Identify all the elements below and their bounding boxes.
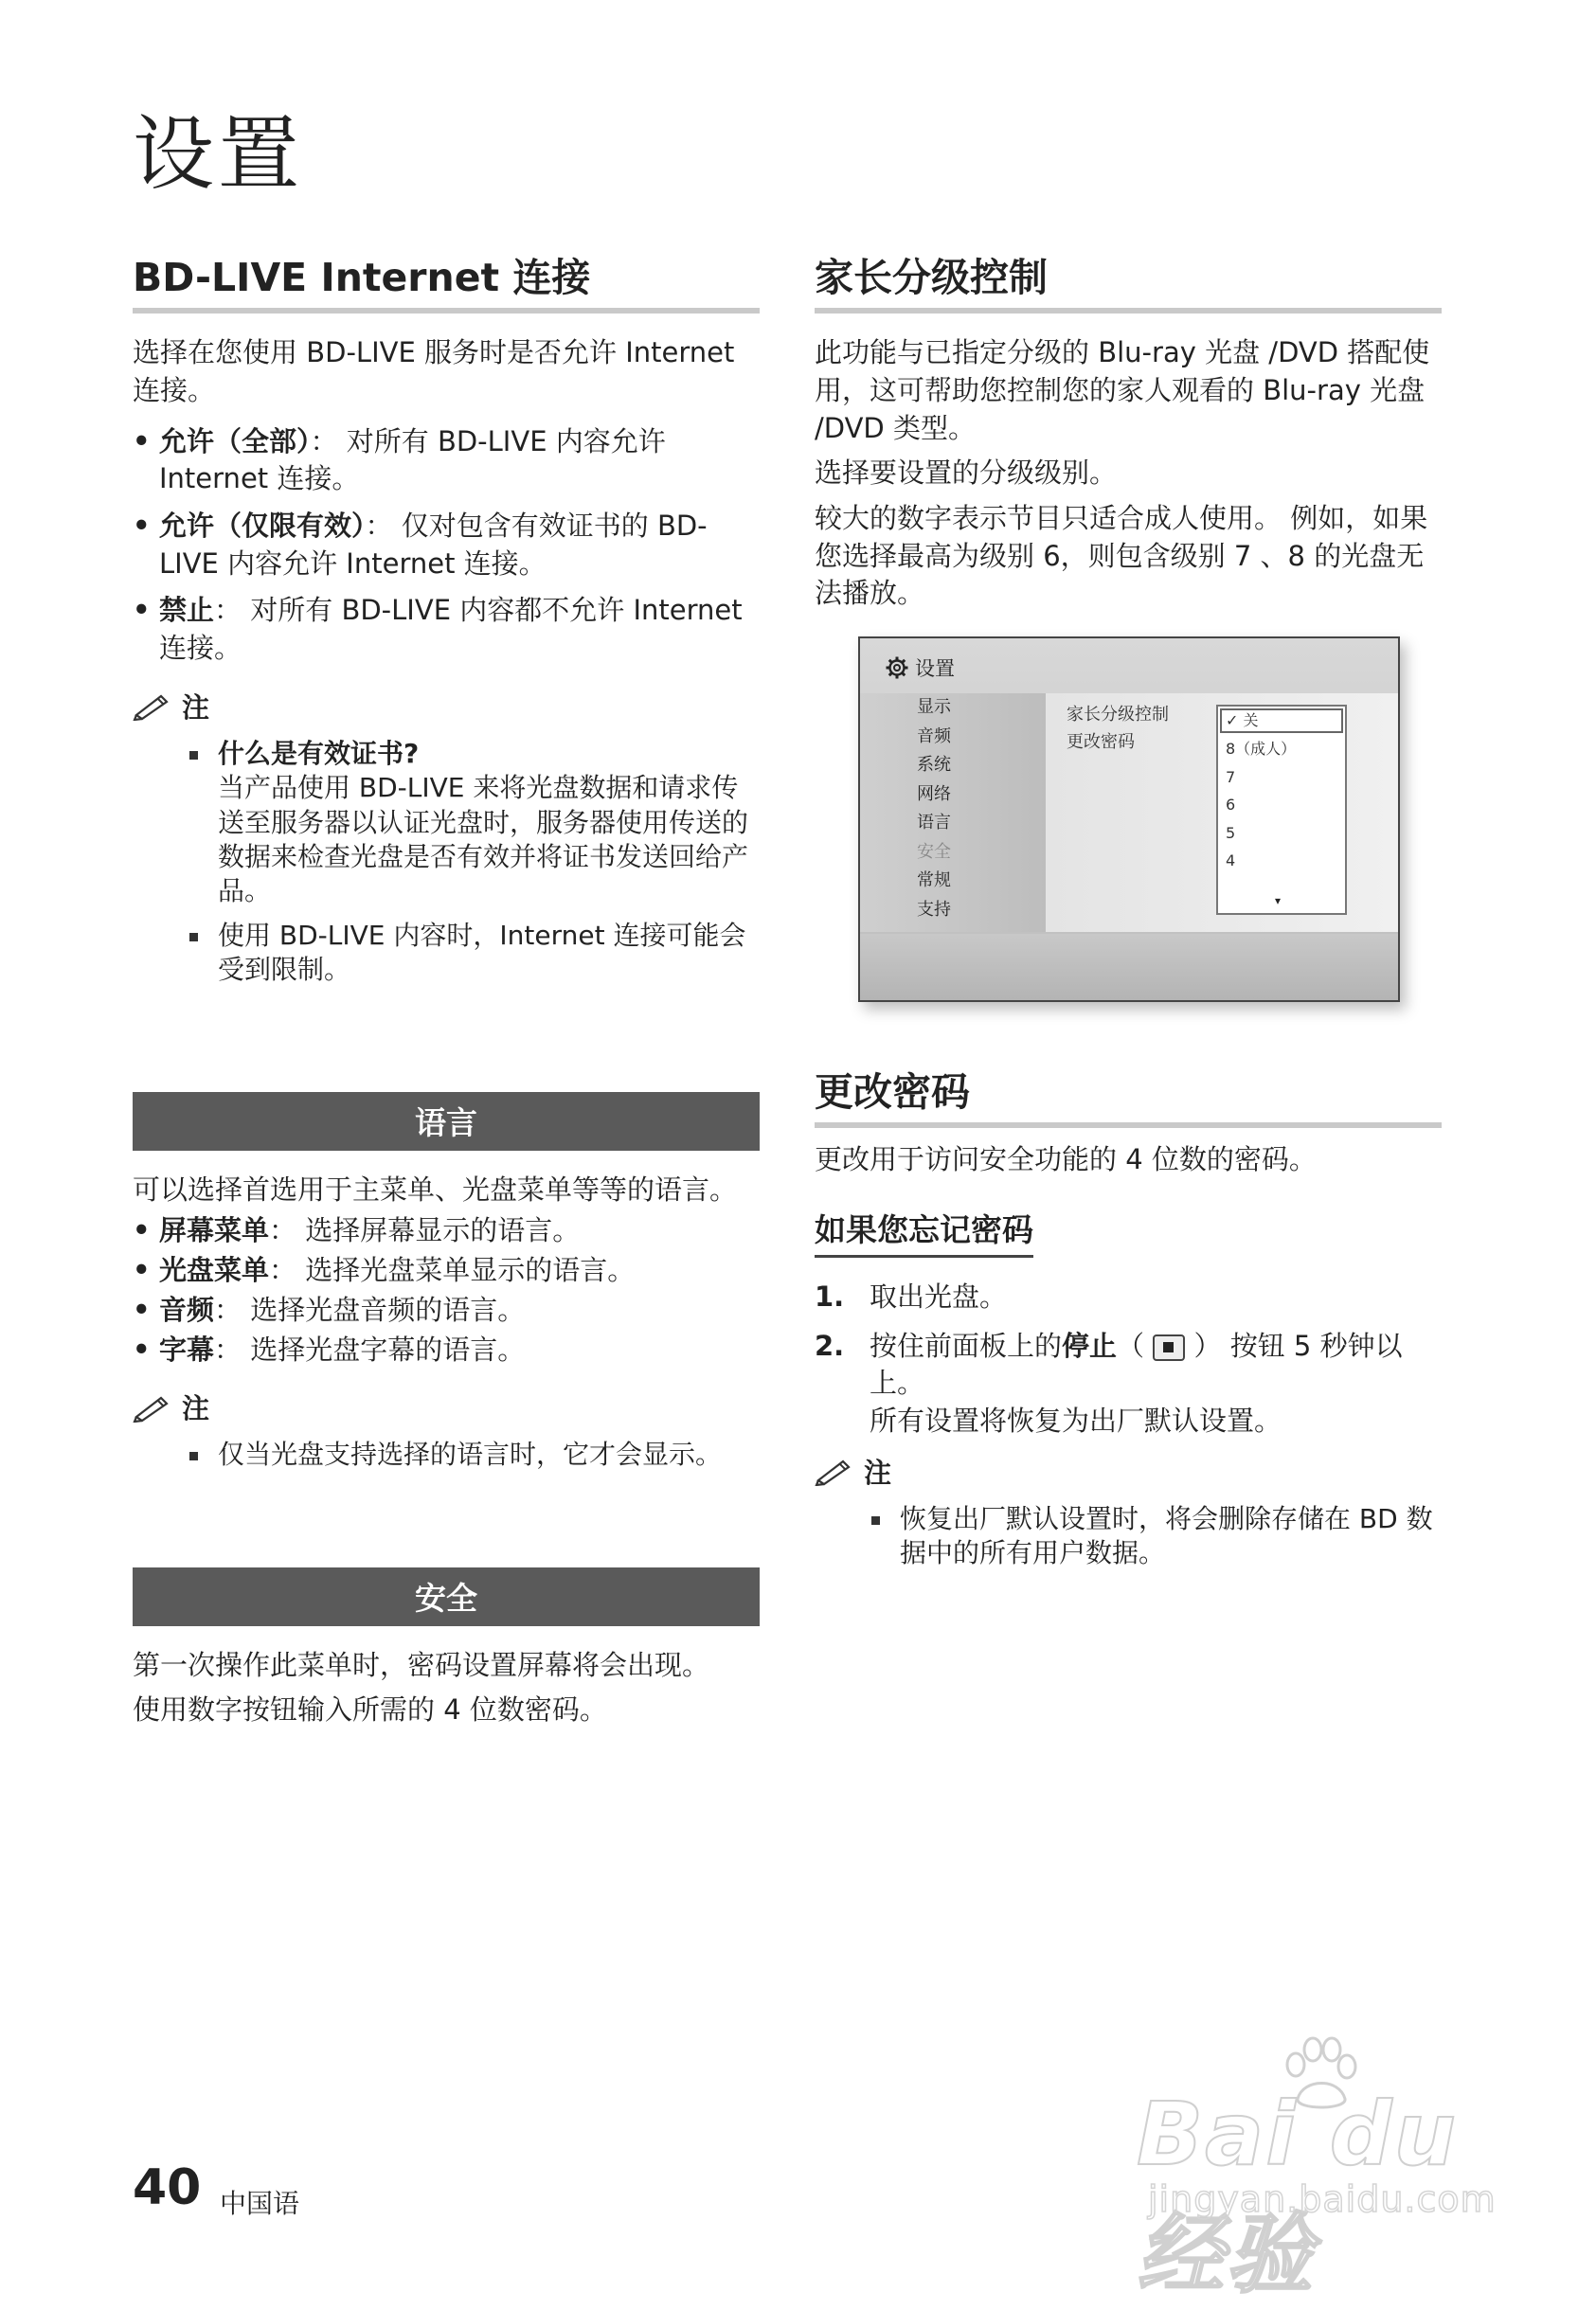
menu-item-system[interactable]: 系统	[917, 755, 951, 775]
list-item: 什么是有效证书? 当产品使用 BD-LIVE 来将光盘数据和请求传送至服务器以认证光盘时，服务器使用传送的数据来检查光盘是否有效并将证书发送回给产品。	[218, 737, 760, 909]
forgot-password-heading: 如果您忘记密码	[815, 1206, 1033, 1258]
watermark-brand: Bai du 经验	[1137, 2084, 1459, 2305]
settings-screenshot	[858, 636, 1400, 1002]
note-heading: 注	[133, 1388, 760, 1426]
screenshot-title: 设置	[885, 654, 955, 682]
list-item: • 允许（仅限有效）： 仅对包含有效证书的 BD-LIVE 内容允许 Internet 连接。	[133, 508, 760, 582]
menu-item-language[interactable]: 语言	[917, 813, 951, 833]
parental-text-2: 选择要设置的分级级别。	[815, 457, 1118, 490]
watermark-url: jingyan.baidu.com	[1148, 2178, 1497, 2220]
stop-button-icon	[1153, 1334, 1185, 1361]
language-intro: 可以选择首选用于主菜单、光盘菜单等等的语言。	[133, 1173, 738, 1206]
parental-text-3: 较大的数字表示节目只适合成人使用。 例如，如果您选择最高为级别 6，则包含级别 7 、8 的光盘无法播放。	[815, 502, 1428, 610]
rating-option[interactable]: 6	[1226, 796, 1236, 814]
rating-dropdown[interactable]	[1216, 705, 1347, 915]
gear-icon	[885, 655, 909, 680]
security-band: 安全	[133, 1567, 760, 1626]
bdlive-options	[133, 423, 760, 668]
rating-option[interactable]: 4	[1226, 851, 1236, 869]
submenu-change-password[interactable]: 更改密码	[1067, 732, 1135, 752]
pencil-icon	[133, 690, 172, 721]
step-item: 2. 按住前面板上的停止（ ） 按钮 5 秒钟以上。 所有设置将恢复为出厂默认设置。	[815, 1329, 1403, 1438]
menu-item-network[interactable]: 网络	[917, 783, 951, 804]
menu-item-display[interactable]: 显示	[917, 697, 951, 717]
rating-option-off[interactable]: ✓ 关	[1220, 708, 1343, 733]
password-heading: 更改密码	[815, 1070, 1442, 1128]
menu-item-general[interactable]: 常规	[917, 870, 951, 890]
list-item: • 音频： 选择光盘音频的语言。	[133, 1292, 760, 1330]
bdlive-heading: BD-LIVE Internet 连接	[133, 256, 760, 313]
submenu-parental[interactable]: 家长分级控制	[1067, 705, 1169, 725]
list-item: • 屏幕菜单： 选择屏幕显示的语言。	[133, 1212, 760, 1250]
screenshot-footer	[860, 934, 1398, 1000]
forgot-steps	[815, 1279, 1442, 1441]
screenshot-panel	[1046, 693, 1398, 932]
security-line-2: 使用数字按钮输入所需的 4 位数密码。	[133, 1693, 607, 1727]
rating-option[interactable]: 7	[1226, 767, 1236, 786]
list-item: 仅当光盘支持选择的语言时，它才会显示。	[218, 1438, 760, 1472]
pencil-icon	[133, 1392, 172, 1423]
language-band: 语言	[133, 1092, 760, 1151]
menu-item-audio[interactable]: 音频	[917, 725, 951, 746]
rating-option[interactable]: 5	[1226, 823, 1236, 842]
list-item: • 允许（全部）： 对所有 BD-LIVE 内容允许 Internet 连接。	[133, 423, 760, 498]
bdlive-intro: 选择在您使用 BD-LIVE 服务时是否允许 Internet 连接。	[133, 336, 735, 406]
step-item: 1. 取出光盘。	[815, 1280, 1008, 1313]
password-section	[815, 1070, 1442, 1581]
rating-option[interactable]: 8（成人）	[1226, 740, 1297, 758]
forgot-heading-wrap	[815, 1206, 1442, 1258]
password-notes	[815, 1502, 1442, 1571]
security-line-1: 第一次操作此菜单时，密码设置屏幕将会出现。	[133, 1648, 710, 1681]
list-item: 使用 BD-LIVE 内容时，Internet 连接可能会受到限制。	[218, 919, 760, 988]
baidu-watermark	[1137, 2036, 1534, 2305]
note-heading: 注	[815, 1452, 1442, 1491]
list-item: • 禁止： 对所有 BD-LIVE 内容都不允许 Internet 连接。	[133, 592, 760, 667]
bdlive-notes	[133, 737, 760, 988]
left-column	[133, 256, 760, 1729]
menu-item-support[interactable]: 支持	[917, 899, 951, 920]
parental-text-1: 此功能与已指定分级的 Blu-ray 光盘 /DVD 搭配使用，这可帮助您控制您的家人观看的 Blu-ray 光盘 /DVD 类型。	[815, 336, 1430, 444]
list-item: 恢复出厂默认设置时，将会删除存储在 BD 数据中的所有用户数据。	[900, 1502, 1442, 1571]
language-options	[133, 1212, 760, 1369]
note-heading: 注	[133, 687, 760, 725]
pencil-icon	[815, 1456, 854, 1486]
menu-item-security[interactable]: 安全	[917, 841, 951, 862]
password-text: 更改用于访问安全功能的 4 位数的密码。	[815, 1143, 1317, 1176]
screenshot-menu	[860, 693, 1046, 932]
parental-heading: 家长分级控制	[815, 256, 1442, 313]
page-title: 设置	[133, 107, 303, 202]
page-number: 40	[133, 2159, 202, 2216]
language-notes	[133, 1438, 760, 1472]
right-column	[815, 256, 1442, 613]
list-item: • 字幕： 选择光盘字幕的语言。	[133, 1332, 760, 1370]
list-item: • 光盘菜单： 选择光盘菜单显示的语言。	[133, 1252, 760, 1290]
page-language: 中国语	[220, 2188, 300, 2219]
scroll-down-icon[interactable]: ▾	[1275, 894, 1282, 907]
screenshot-submenu	[1067, 701, 1169, 756]
